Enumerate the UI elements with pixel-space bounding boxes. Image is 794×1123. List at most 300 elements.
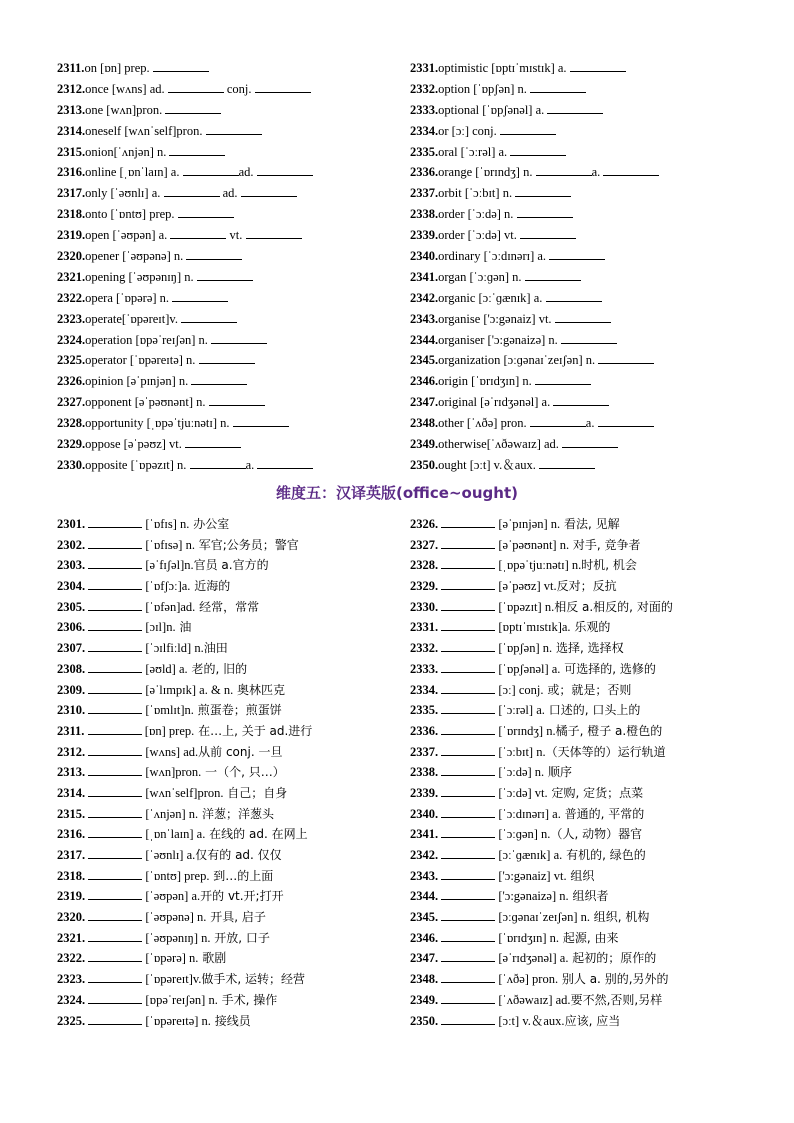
answer-blank[interactable]: [598, 414, 654, 427]
answer-blank[interactable]: [88, 681, 142, 694]
vocab-row: [410, 183, 750, 204]
phonetic-text: [ˈɒpəreɪtə] n.: [142, 1013, 211, 1028]
entry-number: 2317.: [57, 848, 89, 862]
entry-number: 2331.: [410, 620, 442, 635]
vocab-row: [57, 183, 397, 204]
entry-number: 2332.: [410, 641, 442, 656]
entry-text: oppose [əˈpəʊz] vt.: [85, 437, 186, 452]
entry-number: 2315.: [57, 806, 89, 821]
chinese-meaning: 从前 conj. 一旦: [198, 744, 283, 759]
answer-blank[interactable]: [598, 351, 654, 364]
answer-blank[interactable]: [510, 143, 566, 156]
entry-number: 2303.: [57, 558, 89, 573]
vocab-row: [57, 1011, 402, 1032]
entry-number: 2325.: [57, 1013, 89, 1028]
entry-text: optimistic [ɒptɪˈmɪstɪk] a.: [438, 61, 570, 75]
answer-blank[interactable]: [530, 80, 586, 93]
chinese-meaning: 在…上, 关于 ad.进行: [194, 723, 313, 738]
entry-number: 2347.: [410, 395, 439, 410]
vocab-row: [57, 267, 397, 288]
entry-number: 2327.: [57, 395, 86, 410]
answer-blank[interactable]: [211, 331, 267, 344]
answer-blank[interactable]: [88, 598, 142, 611]
entry-number: 2324.: [57, 992, 89, 1007]
vocab-row: [57, 783, 402, 804]
chinese-meaning: 普通的, 平常的: [560, 806, 645, 821]
entry-number: 2342.: [410, 290, 439, 305]
phonetic-text: [ˈɔːdɪnərɪ] a.: [495, 806, 561, 821]
answer-blank[interactable]: [255, 80, 311, 93]
entry-text: a.: [585, 416, 598, 431]
answer-blank[interactable]: [535, 372, 591, 385]
chinese-meaning: 组织: [566, 868, 595, 883]
vocab-row: [57, 330, 397, 351]
answer-blank[interactable]: [88, 991, 142, 1004]
entry-number: 2337.: [410, 186, 439, 201]
entry-text: opinion [əˈpɪnjən] n.: [85, 374, 192, 389]
entry-number: 2350.: [410, 457, 439, 472]
entry-number: 2324.: [57, 332, 86, 347]
vocab-row: [410, 225, 750, 246]
phonetic-text: [ˈɒrɪndʒ] n.: [495, 723, 556, 738]
answer-blank[interactable]: [500, 122, 556, 135]
chinese-meaning: 选择, 选择权: [552, 641, 624, 656]
answer-blank[interactable]: [233, 414, 289, 427]
entry-text: organiser ['ɔ:gənaizə] n.: [438, 332, 561, 347]
entry-number: 2328.: [410, 558, 442, 573]
entry-number: 2317.: [57, 186, 86, 201]
answer-blank[interactable]: [441, 929, 495, 942]
entry-number: 2323.: [57, 972, 89, 987]
answer-blank[interactable]: [88, 556, 142, 569]
vocab-row: [57, 907, 402, 928]
entry-number: 2314.: [57, 123, 86, 138]
answer-blank[interactable]: [539, 456, 595, 469]
phonetic-text: [ˈɔːdə] vt.: [495, 785, 548, 800]
entry-number: 2350.: [410, 1013, 442, 1028]
entry-number: 2328.: [57, 416, 86, 431]
entry-text: opportunity [ˌɒpəˈtjuːnətɪ] n.: [85, 416, 233, 431]
vocab-row: [410, 371, 750, 392]
entry-text: opener [ˈəʊpənə] n.: [85, 249, 187, 264]
answer-blank[interactable]: [172, 289, 228, 302]
entry-text: ad.: [219, 186, 241, 201]
answer-blank[interactable]: [562, 435, 618, 448]
entry-number: 2313.: [57, 765, 89, 780]
answer-blank[interactable]: [553, 393, 609, 406]
entry-text: operate[ˈɒpəreɪt]v.: [85, 311, 182, 326]
chinese-meaning: 仅有的 ad. 仅仅: [195, 848, 282, 862]
phonetic-text: [ˈɔːɡən] n.: [495, 827, 551, 842]
vocab-row: [57, 928, 402, 949]
answer-blank[interactable]: [178, 205, 234, 218]
answer-blank[interactable]: [169, 143, 225, 156]
entry-number: 2340.: [410, 806, 442, 821]
entry-number: 2349.: [410, 437, 439, 452]
chinese-meaning: 近海的: [190, 579, 231, 594]
answer-blank[interactable]: [88, 618, 142, 631]
vocab-row: [57, 886, 402, 907]
vocab-row: [410, 928, 755, 949]
phonetic-text: [ˈɔːrəl] a.: [495, 703, 545, 718]
vocab-row: [57, 225, 397, 246]
vocab-row: [57, 700, 402, 721]
phonetic-text: [ˈɔːdə] n.: [495, 765, 545, 780]
answer-blank[interactable]: [536, 163, 592, 176]
entry-number: 2314.: [57, 785, 89, 800]
answer-blank[interactable]: [88, 846, 142, 859]
answer-blank[interactable]: [441, 784, 495, 797]
entry-number: 2304.: [57, 579, 89, 594]
phonetic-text: [ˌɒnˈlaɪn] a.: [142, 827, 206, 842]
section2-left-column: [57, 514, 402, 1031]
answer-blank[interactable]: [570, 59, 626, 72]
answer-blank[interactable]: [185, 435, 241, 448]
entry-number: 2319.: [57, 228, 86, 243]
phonetic-text: [ɒpəˈreɪʃən] n.: [142, 992, 218, 1007]
vocab-row: [57, 392, 397, 413]
entry-text: order [ˈɔːdə] n.: [438, 207, 517, 222]
phonetic-text: [ɔːˈɡænɪk] a.: [495, 848, 563, 862]
entry-number: 2325.: [57, 353, 86, 368]
answer-blank[interactable]: [88, 825, 142, 838]
answer-blank[interactable]: [517, 205, 573, 218]
chinese-meaning: 油田: [203, 641, 228, 656]
vocab-row: [410, 204, 750, 225]
answer-blank[interactable]: [88, 577, 142, 590]
vocab-row: [410, 617, 755, 638]
entry-text: ordinary [ˈɔːdɪnərɪ] a.: [438, 249, 550, 264]
entry-number: 2340.: [410, 249, 439, 264]
entry-number: 2322.: [57, 290, 86, 305]
chinese-meaning: 组织者: [568, 889, 609, 904]
chinese-meaning: 一（个, 只…）: [201, 765, 285, 780]
vocab-row: [57, 514, 402, 535]
answer-blank[interactable]: [441, 701, 495, 714]
answer-blank[interactable]: [181, 310, 237, 323]
phonetic-text: ['ɔ:gənaizə] n.: [495, 889, 569, 904]
answer-blank[interactable]: [441, 991, 495, 1004]
answer-blank[interactable]: [88, 970, 142, 983]
vocab-row: [410, 680, 755, 701]
phonetic-text: [ˈɒfɪs] n.: [142, 517, 190, 531]
vocab-row: [57, 162, 397, 183]
entry-text: onion[ˈʌnjən] n.: [85, 144, 170, 159]
answer-blank[interactable]: [88, 1012, 142, 1025]
entry-number: 2321.: [57, 269, 86, 284]
answer-blank[interactable]: [88, 743, 142, 756]
phonetic-text: ['ɔ:gənaiz] vt.: [495, 868, 567, 883]
chinese-meaning: 官员 a.官方的: [193, 558, 269, 573]
entry-text: onto [ˈɒntʊ] prep.: [85, 207, 178, 222]
vocab-row: [57, 142, 397, 163]
vocab-row: [410, 721, 755, 742]
answer-blank[interactable]: [183, 163, 239, 176]
phonetic-text: [əˈpəʊz] vt.: [495, 579, 557, 594]
answer-blank[interactable]: [546, 289, 602, 302]
entry-number: 2349.: [410, 992, 442, 1007]
answer-blank[interactable]: [520, 226, 576, 239]
entry-number: 2315.: [57, 144, 86, 159]
vocab-row: [410, 413, 750, 434]
answer-blank[interactable]: [441, 970, 495, 983]
entry-text: a.: [591, 165, 604, 180]
vocab-row: [410, 267, 750, 288]
entry-number: 2341.: [410, 827, 442, 842]
answer-blank[interactable]: [88, 722, 142, 735]
entry-text: once [wʌns] ad.: [85, 81, 168, 96]
entry-number: 2318.: [57, 868, 89, 883]
chinese-meaning: 在线的 ad. 在网上: [205, 827, 308, 842]
entry-text: otherwise[ˈʌðəwaɪz] ad.: [438, 437, 563, 452]
answer-blank[interactable]: [88, 515, 142, 528]
answer-blank[interactable]: [441, 825, 495, 838]
vocab-row: [57, 555, 402, 576]
phonetic-text: [ɔːɡənaɪˈzeɪʃən] n.: [495, 910, 590, 925]
entry-text: operator [ˈɒpəreɪtə] n.: [85, 353, 199, 368]
chinese-meaning: 时机, 机会: [581, 558, 637, 573]
answer-blank[interactable]: [441, 681, 495, 694]
chinese-meaning: 经常，常常: [195, 599, 260, 614]
answer-blank[interactable]: [515, 184, 571, 197]
answer-blank[interactable]: [441, 618, 495, 631]
entry-text: ad.: [238, 165, 257, 180]
entry-number: 2322.: [57, 951, 89, 966]
vocab-row: [410, 142, 750, 163]
answer-blank[interactable]: [441, 949, 495, 962]
vocab-row: [57, 680, 402, 701]
vocab-row: [410, 121, 750, 142]
vocab-row: [410, 309, 750, 330]
section2-right-column: [410, 514, 755, 1031]
vocab-row: [410, 330, 750, 351]
answer-blank[interactable]: [170, 226, 226, 239]
phonetic-text: [ɔːt] v.＆aux.: [495, 1013, 565, 1028]
answer-blank[interactable]: [441, 805, 495, 818]
vocab-row: [57, 100, 397, 121]
phonetic-text: [ˈɒfən]ad.: [142, 599, 196, 614]
phonetic-text: [əʊld] a.: [142, 661, 188, 676]
entry-number: 2336.: [410, 165, 439, 180]
entry-number: 2333.: [410, 102, 439, 117]
vocab-row: [410, 576, 755, 597]
answer-blank[interactable]: [88, 639, 142, 652]
vocab-row: [57, 617, 402, 638]
entry-number: 2331.: [410, 61, 439, 75]
phonetic-text: [ˌɒpəˈtjuːnətɪ] n.: [495, 558, 582, 573]
answer-blank[interactable]: [165, 101, 221, 114]
answer-blank[interactable]: [88, 908, 142, 921]
answer-blank[interactable]: [441, 722, 495, 735]
answer-blank[interactable]: [441, 598, 495, 611]
entry-number: 2335.: [410, 703, 442, 718]
answer-blank[interactable]: [441, 867, 495, 880]
answer-blank[interactable]: [547, 101, 603, 114]
vocab-row: [57, 246, 397, 267]
vocab-row: [410, 455, 750, 476]
answer-blank[interactable]: [197, 268, 253, 281]
chinese-meaning: 洋葱；洋葱头: [198, 806, 274, 821]
answer-blank[interactable]: [88, 929, 142, 942]
answer-blank[interactable]: [441, 577, 495, 590]
answer-blank[interactable]: [603, 163, 659, 176]
answer-blank[interactable]: [441, 660, 495, 673]
entry-number: 2342.: [410, 848, 442, 862]
entry-number: 2347.: [410, 951, 442, 966]
phonetic-text: [ɔɪl]n.: [142, 620, 176, 635]
answer-blank[interactable]: [441, 908, 495, 921]
chinese-meaning: 顺序: [544, 765, 573, 780]
chinese-meaning: 老的, 旧的: [187, 661, 248, 676]
phonetic-text: [əˈfɪʃəl]n.: [142, 558, 194, 573]
entry-number: 2302.: [57, 537, 89, 552]
answer-blank[interactable]: [88, 949, 142, 962]
entry-text: organization [ɔːɡənaɪˈzeɪʃən] n.: [438, 353, 599, 368]
entry-text: conj.: [223, 81, 255, 96]
chinese-meaning: 或；就是；否则: [543, 682, 632, 697]
answer-blank[interactable]: [186, 247, 242, 260]
vocab-row: [57, 576, 402, 597]
answer-blank[interactable]: [199, 351, 255, 364]
vocab-row: [57, 990, 402, 1011]
vocab-row: [410, 100, 750, 121]
phonetic-text: [əˈlɪmpɪk] a. & n.: [142, 682, 234, 697]
answer-blank[interactable]: [88, 660, 142, 673]
answer-blank[interactable]: [209, 393, 265, 406]
vocab-row: [57, 804, 402, 825]
vocab-row: [410, 969, 755, 990]
vocab-row: [410, 659, 755, 680]
answer-blank[interactable]: [88, 784, 142, 797]
vocab-row: [410, 762, 755, 783]
answer-blank[interactable]: [88, 701, 142, 714]
answer-blank[interactable]: [246, 226, 302, 239]
entry-number: 2339.: [410, 228, 439, 243]
chinese-meaning: 橘子, 橙子 a.橙色的: [555, 723, 663, 738]
answer-blank[interactable]: [257, 456, 313, 469]
chinese-meaning: 开的 vt.开;打开: [200, 889, 284, 904]
answer-blank[interactable]: [441, 743, 495, 756]
vocab-row: [57, 79, 397, 100]
answer-blank[interactable]: [168, 80, 224, 93]
answer-blank[interactable]: [153, 59, 209, 72]
chinese-meaning: 对手, 竞争者: [569, 537, 641, 552]
vocab-row: [410, 845, 755, 866]
vocab-row: [57, 535, 402, 556]
answer-blank[interactable]: [441, 763, 495, 776]
entry-number: 2343.: [410, 868, 442, 883]
vocab-row: [410, 555, 755, 576]
answer-blank[interactable]: [241, 184, 297, 197]
entry-text: only [ˈəʊnlɪ] a.: [85, 186, 164, 201]
entry-number: 2344.: [410, 889, 442, 904]
answer-blank[interactable]: [88, 763, 142, 776]
answer-blank[interactable]: [88, 805, 142, 818]
phonetic-text: [ɒn] prep.: [141, 723, 195, 738]
entry-number: 2346.: [410, 930, 442, 945]
answer-blank[interactable]: [525, 268, 581, 281]
chinese-meaning: 开放, 口子: [210, 930, 270, 945]
entry-text: original [əˈrɪdʒənəl] a.: [438, 395, 554, 410]
answer-blank[interactable]: [206, 122, 262, 135]
answer-blank[interactable]: [88, 887, 142, 900]
phonetic-text: [wʌns] ad.: [142, 744, 199, 759]
phonetic-text: [ˈɒpəzɪt] n.: [495, 599, 555, 614]
phonetic-text: [ˈəʊpən] a.: [142, 889, 201, 904]
phonetic-text: [ˈɒpəreɪt]v.: [142, 972, 202, 987]
vocab-row: [410, 514, 755, 535]
answer-blank[interactable]: [191, 372, 247, 385]
chinese-meaning: （天体等的）运行轨道: [545, 744, 666, 759]
entry-text: opera [ˈɒpərə] n.: [85, 290, 173, 305]
vocab-row: [410, 58, 750, 79]
vocab-row: [410, 288, 750, 309]
entry-number: 2330.: [57, 457, 86, 472]
entry-number: 2348.: [410, 972, 442, 987]
answer-blank[interactable]: [88, 536, 142, 549]
phonetic-text: [ˈəʊpənə] n.: [142, 910, 207, 925]
answer-blank[interactable]: [441, 1012, 495, 1025]
answer-blank[interactable]: [561, 331, 617, 344]
vocab-row: [57, 638, 402, 659]
vocab-row: [57, 288, 397, 309]
vocab-row: [57, 948, 402, 969]
entry-number: 2323.: [57, 311, 86, 326]
entry-text: organise ['ɔ:gənaiz] vt.: [438, 311, 555, 326]
answer-blank[interactable]: [441, 639, 495, 652]
vocab-row: [57, 371, 397, 392]
vocab-row: [57, 58, 397, 79]
entry-text: operation [ɒpəˈreɪʃən] n.: [85, 332, 212, 347]
answer-blank[interactable]: [441, 536, 495, 549]
answer-blank[interactable]: [88, 867, 142, 880]
vocab-row: [57, 845, 402, 866]
answer-blank[interactable]: [164, 184, 220, 197]
answer-blank[interactable]: [441, 887, 495, 900]
chinese-meaning: 歌剧: [198, 951, 227, 966]
vocab-row: [57, 597, 402, 618]
answer-blank[interactable]: [257, 163, 313, 176]
vocab-row: [57, 866, 402, 887]
vocab-row: [410, 948, 755, 969]
chinese-meaning: 定购, 定货；点菜: [547, 785, 644, 800]
phonetic-text: [wʌnˈself]pron.: [142, 785, 224, 800]
chinese-meaning: 相反 a.相反的, 对面的: [554, 599, 673, 614]
vocab-row: [410, 886, 755, 907]
vocab-row: [410, 162, 750, 183]
answer-blank[interactable]: [190, 456, 246, 469]
chinese-meaning: 要不然,否则,另样: [570, 992, 663, 1007]
phonetic-text: [ˈəʊnlɪ] a.: [142, 848, 196, 862]
answer-blank[interactable]: [555, 310, 611, 323]
entry-number: 2343.: [410, 311, 439, 326]
entry-text: organ [ˈɔːɡən] n.: [438, 269, 525, 284]
vocab-row: [410, 700, 755, 721]
answer-blank[interactable]: [441, 556, 495, 569]
entry-text: optional [ˈɒpʃənəl] a.: [438, 102, 548, 117]
phonetic-text: [ˈɒntʊ] prep.: [142, 868, 210, 883]
answer-blank[interactable]: [441, 846, 495, 859]
entry-text: open [ˈəʊpən] a.: [85, 228, 171, 243]
entry-number: 2329.: [57, 437, 86, 452]
answer-blank[interactable]: [530, 414, 586, 427]
entry-number: 2348.: [410, 416, 439, 431]
chinese-meaning: 组织, 机构: [589, 910, 650, 925]
answer-blank[interactable]: [441, 515, 495, 528]
vocab-row: [410, 783, 755, 804]
vocab-row: [57, 413, 397, 434]
answer-blank[interactable]: [549, 247, 605, 260]
